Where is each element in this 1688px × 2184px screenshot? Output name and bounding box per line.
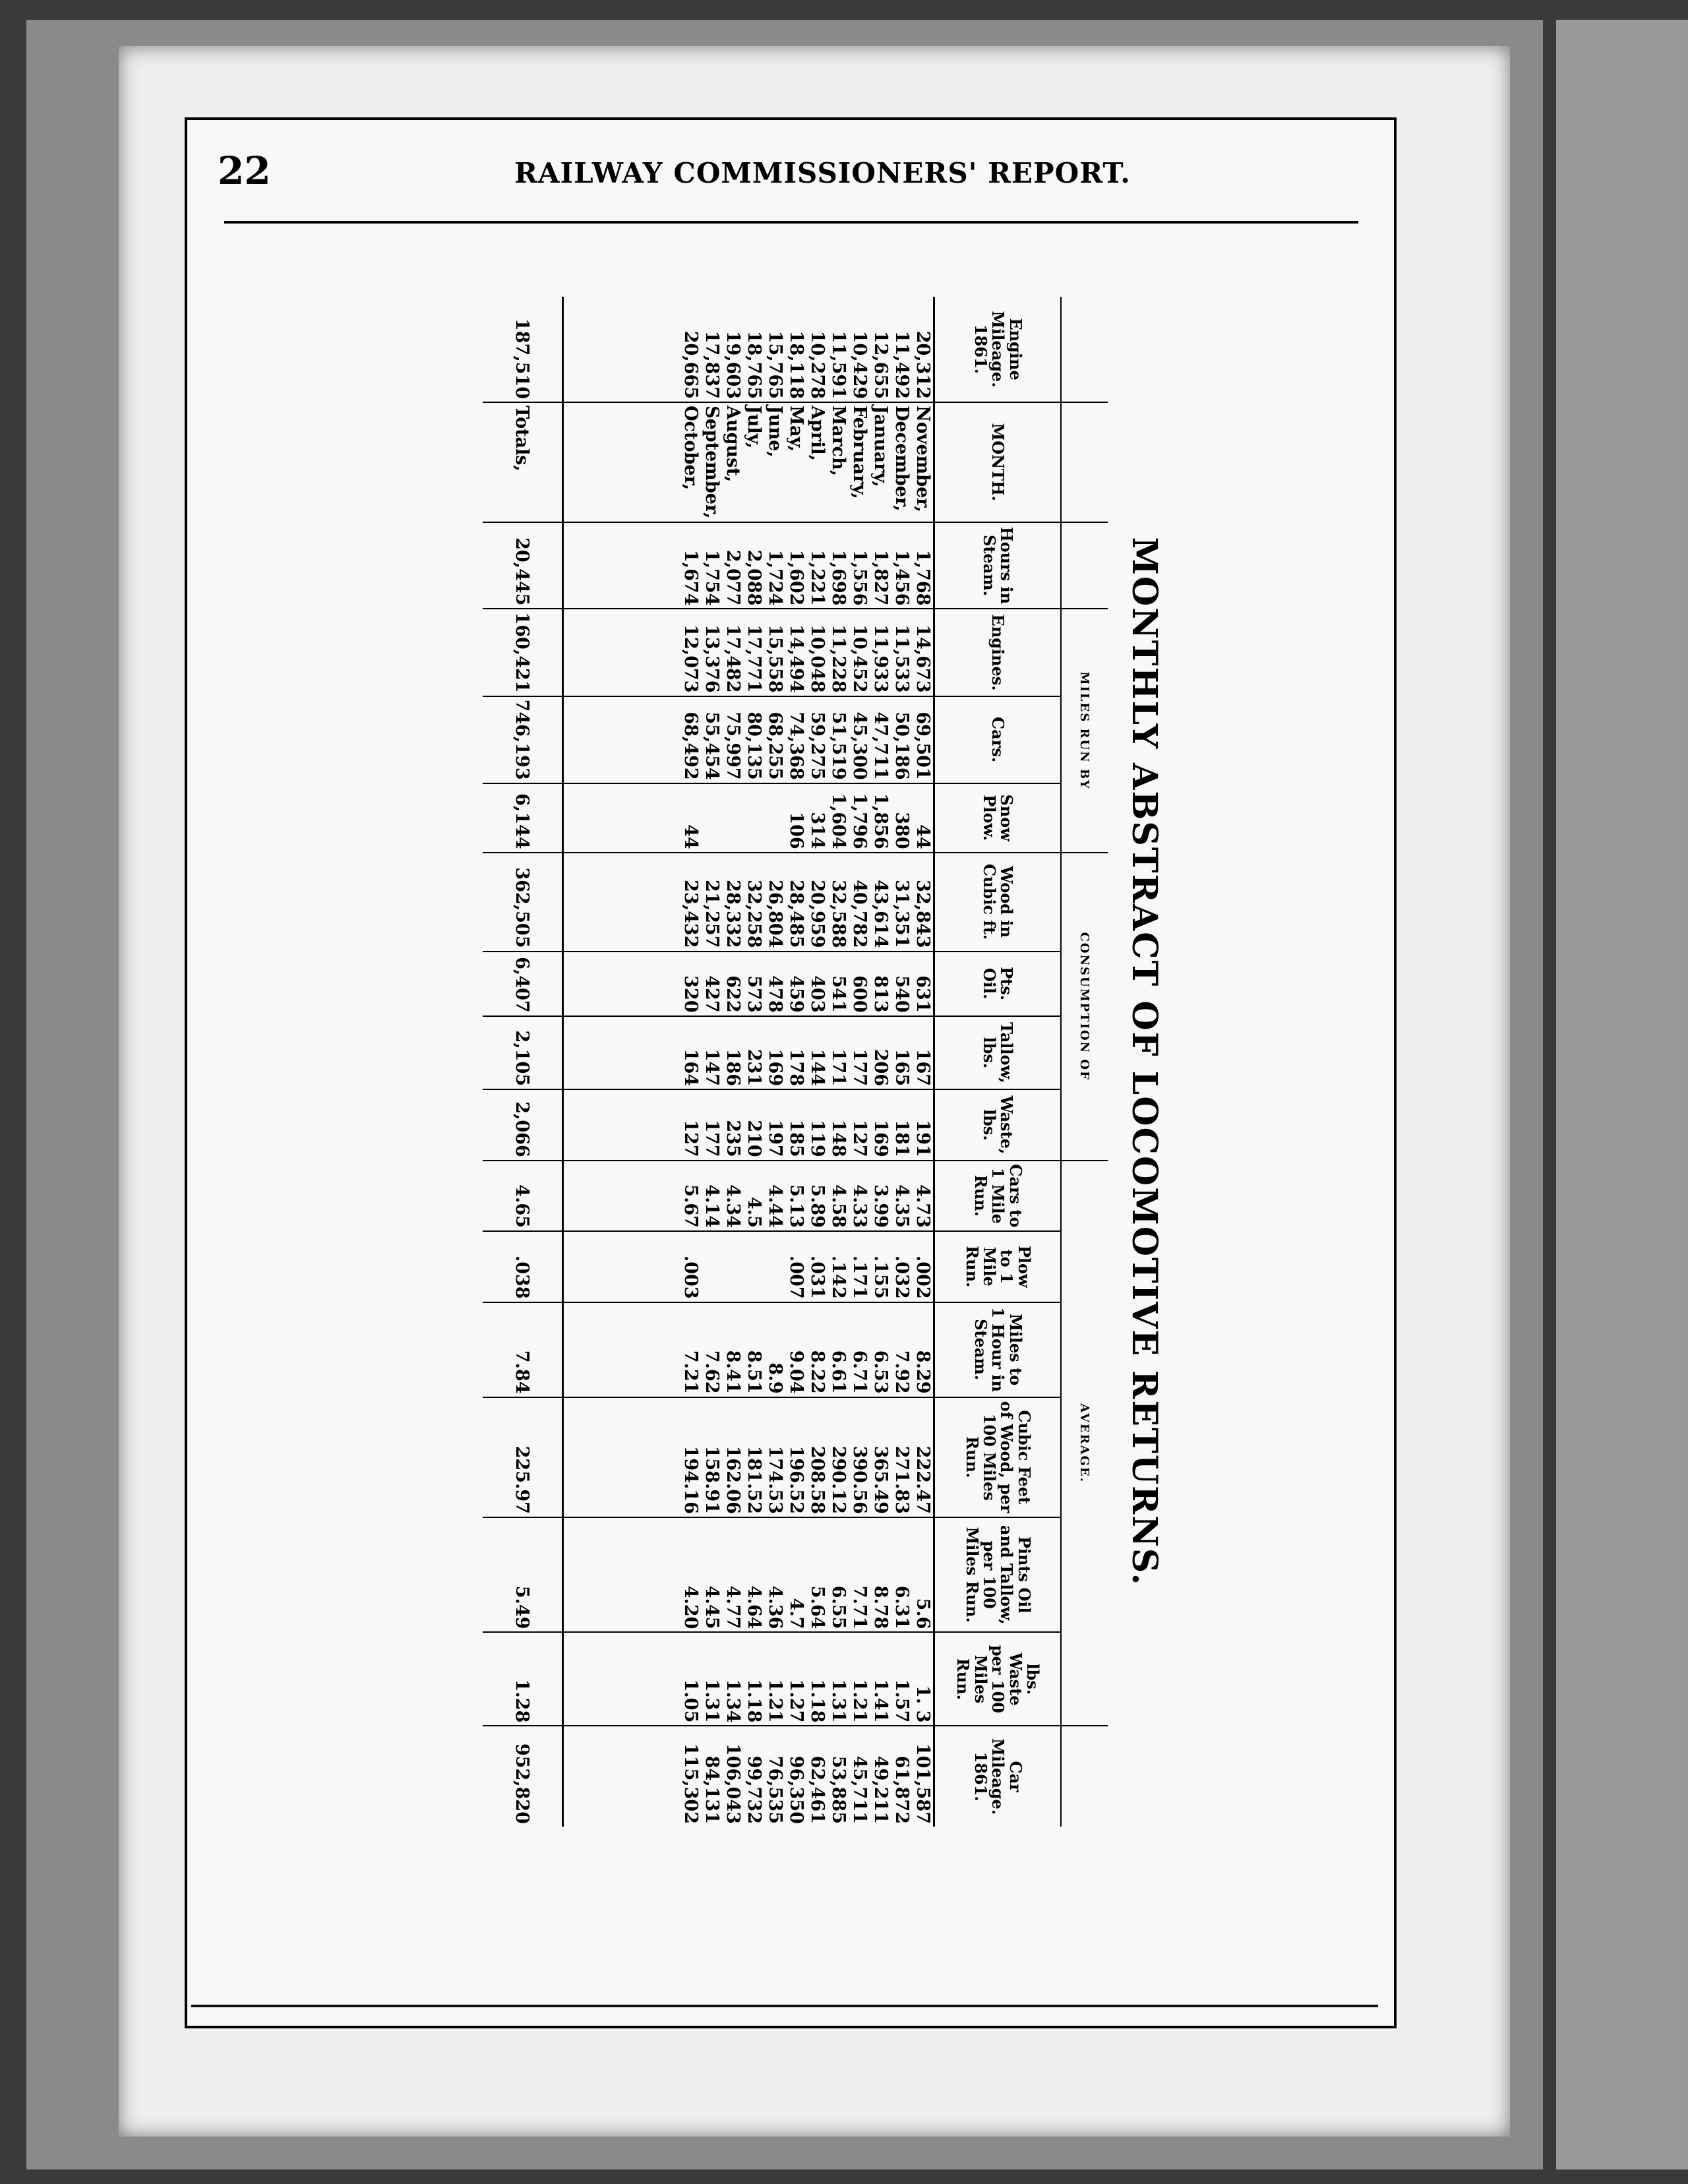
table-cell: 1.31 (702, 1679, 722, 1723)
table-cell: 1. 3 (913, 1685, 933, 1723)
table-cell: 177 (849, 1048, 870, 1087)
table-cell: 115,302 (680, 1743, 701, 1824)
total-cell: 746,193 (483, 696, 563, 783)
table-cell: July, (744, 406, 764, 449)
table-cell: 1.34 (723, 1679, 743, 1723)
table-cell: February, (849, 406, 870, 499)
table-cell: 5.64 (807, 1585, 828, 1629)
table-cell: 185 (786, 1120, 806, 1157)
table-cell: 162.06 (723, 1445, 743, 1514)
table-cell: 11,228 (828, 624, 849, 693)
total-cell: 2,066 (483, 1089, 563, 1161)
table-cell: 191 (913, 1120, 933, 1157)
table-cell: 186 (723, 1048, 743, 1087)
total-cell: 4.65 (483, 1161, 563, 1231)
table-cell: 1.05 (680, 1679, 701, 1723)
column-values (563, 609, 934, 696)
column-values (563, 402, 934, 522)
column-values (563, 1016, 934, 1089)
table-cell: 11,933 (870, 624, 891, 693)
table-cell: 18,765 (744, 330, 764, 400)
total-cell: 6,144 (483, 783, 563, 853)
table-cell: August, (723, 406, 743, 483)
table-cell: 1,724 (765, 549, 785, 606)
table-cell: 181.52 (744, 1445, 764, 1514)
table-cell: September, (702, 406, 722, 519)
column-values (563, 696, 934, 783)
table-cell: .142 (828, 1255, 849, 1299)
column-values (563, 297, 934, 402)
table-cell: 231 (744, 1048, 764, 1087)
table-cell: 181 (891, 1120, 912, 1157)
table-cell: 169 (870, 1120, 891, 1157)
table-cell: 1.18 (807, 1679, 828, 1723)
table-title: MONTHLY ABSTRACT OF LOCOMOTIVE RETURNS. (1124, 537, 1164, 1587)
table-cell: 1.21 (765, 1679, 785, 1723)
table-cell: 10,278 (807, 330, 828, 400)
table-cell: 600 (849, 975, 870, 1013)
column-header: Wood in Cubic ft. (934, 853, 1062, 952)
table-cell: 167 (913, 1048, 933, 1087)
table-cell: 11,591 (828, 330, 849, 400)
table-cell: 68,492 (680, 712, 701, 780)
table-cell: 197 (765, 1120, 785, 1157)
table-cell: 540 (891, 975, 912, 1013)
running-head: RAILWAY COMMISSIONERS' REPORT. (514, 157, 1131, 189)
table-cell: 144 (807, 1048, 828, 1087)
group-miles-run-by: MILES RUN BY (1061, 609, 1108, 852)
table-cell: 1,604 (828, 793, 849, 849)
table-cell: 478 (765, 975, 785, 1013)
table-cell: January, (870, 406, 891, 487)
column-header: Engines. (934, 609, 1062, 696)
table-cell: 174.53 (765, 1445, 785, 1514)
column-values (563, 1726, 934, 1827)
table-cell: 403 (807, 975, 828, 1013)
table-cell: 2,088 (744, 549, 764, 606)
table-cell: 1.41 (870, 1679, 891, 1723)
table-cell: 106,043 (723, 1743, 743, 1824)
table-cell: 119 (807, 1120, 828, 1157)
table-cell: .002 (913, 1255, 933, 1299)
group-blank (1061, 1726, 1108, 1827)
table-cell: 6.53 (870, 1350, 891, 1394)
table-cell: 1.27 (786, 1679, 806, 1723)
table-cell: 47,711 (870, 712, 891, 780)
table-cell: 32,843 (913, 880, 933, 948)
table-cell: 17,482 (723, 624, 743, 693)
table-cell: 1,827 (870, 549, 891, 606)
table-cell: 96,350 (786, 1755, 806, 1824)
table-cell: 127 (849, 1120, 870, 1157)
table-cell: November, (913, 406, 933, 512)
table-cell: 13,376 (702, 624, 722, 693)
table-cell (701, 1234, 722, 1299)
column-header: Pts. Oil. (934, 952, 1062, 1016)
table-cell: 23,432 (680, 880, 701, 948)
table-cell: 45,300 (849, 712, 870, 780)
table-cell: 171 (828, 1048, 849, 1087)
table-cell (722, 787, 743, 849)
total-cell: 20,445 (483, 522, 563, 609)
table-cell: 4.64 (744, 1585, 764, 1629)
table-cell: 17,837 (702, 330, 722, 400)
table-cell: .171 (849, 1255, 870, 1299)
total-cell: 2,105 (483, 1016, 563, 1089)
table-cell: 11,533 (891, 624, 912, 693)
table-cell: 21,257 (702, 880, 722, 948)
table-cell: 235 (723, 1120, 743, 1157)
table-cell: 44 (913, 824, 933, 849)
table-cell: 1,221 (807, 549, 828, 606)
table-cell (722, 1234, 743, 1299)
table-cell: 53,885 (828, 1755, 849, 1824)
table-cell: 10,048 (807, 624, 828, 693)
table-cell: 17,771 (744, 624, 764, 693)
column-values (563, 1517, 934, 1632)
table-cell: 28,332 (723, 880, 743, 948)
table-cell: 1,754 (702, 549, 722, 606)
monthly-rows (563, 297, 934, 1827)
total-cell: 160,421 (483, 609, 563, 696)
table-cell: 6.31 (891, 1585, 912, 1629)
table-cell: 19,603 (723, 330, 743, 400)
table-cell: 99,732 (744, 1755, 764, 1824)
column-header: Engine Mileage. 1861. (934, 297, 1062, 402)
column-values (563, 522, 934, 609)
table-cell: 8.9 (765, 1362, 785, 1394)
page-number: 22 (218, 148, 271, 193)
table-cell: .155 (870, 1255, 891, 1299)
table-cell: 210 (744, 1120, 764, 1157)
column-header: Plow to 1 Mile Run. (934, 1231, 1062, 1302)
table-cell: 18,118 (786, 330, 806, 400)
table-cell: 69,501 (913, 712, 933, 780)
column-header: Car Mileage. 1861. (934, 1726, 1062, 1827)
table-cell: 15,558 (765, 624, 785, 693)
column-header: Tallow, lbs. (934, 1016, 1062, 1089)
table-cell: 7.21 (680, 1350, 701, 1394)
table-cell: 4.44 (765, 1184, 785, 1228)
table-cell: 14,494 (786, 624, 806, 693)
table-cell: 62,461 (807, 1755, 828, 1824)
table-cell: 271.83 (891, 1445, 912, 1514)
table-cell: 31,351 (891, 880, 912, 948)
table-cell: 4.7 (786, 1598, 806, 1629)
totals-row (483, 297, 563, 1827)
table-cell: December, (891, 406, 912, 512)
table-cell: .007 (786, 1255, 806, 1299)
table-cell: 1,796 (849, 793, 870, 849)
table-cell: 5.67 (680, 1184, 701, 1228)
table-cell: .032 (891, 1255, 912, 1299)
table-cell: 8.51 (744, 1350, 764, 1394)
column-values (563, 1231, 934, 1302)
table-cell: 20,665 (680, 330, 701, 400)
table-cell: April, (807, 406, 828, 462)
total-cell: 6,407 (483, 952, 563, 1016)
table-cell: 28,485 (786, 880, 806, 948)
table-cell: 169 (765, 1048, 785, 1087)
table-cell: 20,312 (913, 330, 933, 400)
column-header: Miles to 1 Hour in Steam. (934, 1302, 1062, 1397)
table-cell: 7.71 (849, 1585, 870, 1629)
table-cell: 76,535 (765, 1755, 785, 1824)
table-cell: 4.36 (765, 1585, 785, 1629)
column-values (563, 853, 934, 952)
table-cell: 631 (913, 975, 933, 1013)
table-cell: 106 (786, 812, 806, 849)
column-header: Hours in Steam. (934, 522, 1062, 609)
table-cell: 314 (807, 812, 828, 849)
table-cell: 813 (870, 975, 891, 1013)
column-header: MONTH. (934, 402, 1062, 522)
table-cell: 196.52 (786, 1445, 806, 1514)
group-blank (1061, 522, 1108, 609)
table-cell: 4.58 (828, 1184, 849, 1228)
group-blank (1061, 402, 1108, 522)
table-cell: 55,454 (702, 712, 722, 780)
table-cell: 4.77 (723, 1585, 743, 1629)
table-cell: 43,614 (870, 880, 891, 948)
table-cell: 4.73 (913, 1184, 933, 1228)
table-cell: .031 (807, 1255, 828, 1299)
table-cell: 320 (680, 975, 701, 1013)
table-cell: 5.6 (913, 1598, 933, 1629)
adjacent-page-edge (1556, 20, 1688, 2169)
table-cell: 10,452 (849, 624, 870, 693)
group-blank (1061, 297, 1108, 402)
table-cell: 2,077 (723, 549, 743, 606)
table-cell: 68,255 (765, 712, 785, 780)
column-values (563, 1161, 934, 1231)
table-cell (701, 787, 722, 849)
column-values (563, 952, 934, 1016)
table-cell: 1,674 (680, 549, 701, 606)
table-cell: 4.35 (891, 1184, 912, 1228)
table-cell: 15,765 (765, 330, 785, 400)
table-cell: 365.49 (870, 1445, 891, 1514)
table-cell: 75,997 (723, 712, 743, 780)
table-cell: 148 (828, 1120, 849, 1157)
table-cell: 32,258 (744, 880, 764, 948)
column-header: Pints Oil and Tallow, per 100 Miles Run. (934, 1517, 1062, 1632)
table-cell: 1,768 (913, 549, 933, 606)
table-cell: 390.56 (849, 1445, 870, 1514)
table-cell: 380 (891, 812, 912, 849)
table-cell: 622 (723, 975, 743, 1013)
table-cell: 290.12 (828, 1445, 849, 1514)
table-cell: 11,492 (891, 330, 912, 400)
table-cell: 59,275 (807, 712, 828, 780)
table-cell (764, 1234, 785, 1299)
table-cell: 32,588 (828, 880, 849, 948)
table-cell: 44 (680, 824, 701, 849)
column-header: Cars. (934, 696, 1062, 783)
table-cell: 6.55 (828, 1585, 849, 1629)
table-cell: 1,556 (849, 549, 870, 606)
table-cell: 8.41 (723, 1350, 743, 1394)
table-cell: 427 (702, 975, 722, 1013)
rotated-table-container (198, 284, 1174, 1840)
table-cell: 50,186 (891, 712, 912, 780)
total-cell: 225.97 (483, 1397, 563, 1517)
column-header: Snow Plow. (934, 783, 1062, 853)
group-header-row (1061, 297, 1108, 1827)
table-cell: 1.57 (891, 1679, 912, 1723)
table-cell: 206 (870, 1048, 891, 1087)
table-cell: October, (680, 406, 701, 491)
column-values (563, 1632, 934, 1726)
table-cell: 164 (680, 1048, 701, 1087)
total-cell: .038 (483, 1231, 563, 1302)
total-cell: 1.28 (483, 1632, 563, 1726)
table-cell: 6.71 (849, 1350, 870, 1394)
table-cell: 40,782 (849, 880, 870, 948)
table-cell: 4.14 (702, 1184, 722, 1228)
table-cell: 4.5 (744, 1196, 764, 1228)
table-cell: 80,135 (744, 712, 764, 780)
table-cell: 165 (891, 1048, 912, 1087)
table-cell: 127 (680, 1120, 701, 1157)
table-cell: 4.34 (723, 1184, 743, 1228)
table-cell: 3.99 (870, 1184, 891, 1228)
table-cell (764, 787, 785, 849)
table-cell: 1.21 (849, 1679, 870, 1723)
group-consumption-of: CONSUMPTION OF (1061, 853, 1108, 1161)
table-cell: 573 (744, 975, 764, 1013)
table-cell: .003 (680, 1255, 701, 1299)
table-cell: 74,368 (786, 712, 806, 780)
table-cell: May, (786, 406, 806, 452)
table-cell: 5.89 (807, 1184, 828, 1228)
total-cell: 7.84 (483, 1302, 563, 1397)
table-cell: 51,519 (828, 712, 849, 780)
total-cell: 187,510 (483, 297, 563, 402)
table-cell: 12,073 (680, 624, 701, 693)
table-cell: 49,211 (870, 1755, 891, 1824)
total-cell: 5.49 (483, 1517, 563, 1632)
column-header: Cars to 1 Mile Run. (934, 1161, 1062, 1231)
table-cell: 4.45 (702, 1585, 722, 1629)
table-cell: 1.31 (828, 1679, 849, 1723)
table-cell: March, (828, 406, 849, 477)
table-cell: 101,587 (913, 1743, 933, 1824)
column-values (563, 1302, 934, 1397)
column-header: lbs. Waste per 100 Miles Run. (934, 1632, 1062, 1726)
column-header-row (934, 297, 1062, 1827)
table-cell (743, 787, 764, 849)
total-cell: Totals, (483, 402, 563, 522)
table-cell: 459 (786, 975, 806, 1013)
column-header: Waste, lbs. (934, 1089, 1062, 1161)
table-cell: 4.20 (680, 1585, 701, 1629)
table-cell: 1,856 (870, 793, 891, 849)
locomotive-returns-table (483, 297, 1108, 1827)
table-cell: 10,429 (849, 330, 870, 400)
table-cell: 20,959 (807, 880, 828, 948)
table-cell: 1,698 (828, 549, 849, 606)
table-cell: 4.33 (849, 1184, 870, 1228)
table-cell: 208.58 (807, 1445, 828, 1514)
table-cell: 7.92 (891, 1350, 912, 1394)
table-cell: 26,804 (765, 880, 785, 948)
group-average: AVERAGE. (1061, 1161, 1108, 1726)
table-cell: 8.22 (807, 1350, 828, 1394)
column-values (563, 783, 934, 853)
column-values (563, 1397, 934, 1517)
table-cell: 9.04 (786, 1350, 806, 1394)
table-cell: 45,711 (849, 1755, 870, 1824)
table-cell: 8.78 (870, 1585, 891, 1629)
table-cell: 222.47 (913, 1445, 933, 1514)
table-cell: 84,131 (702, 1755, 722, 1824)
table-cell: 7.62 (702, 1350, 722, 1394)
table-cell (743, 1234, 764, 1299)
column-header: Cubic Feet of Wood, per 100 Miles Run. (934, 1397, 1062, 1517)
table-cell: 12,655 (870, 330, 891, 400)
table-cell: 158.91 (702, 1445, 722, 1514)
header-rule (224, 221, 1358, 224)
table-cell: 541 (828, 975, 849, 1013)
table-cell: 178 (786, 1048, 806, 1087)
bottom-rule (191, 2005, 1378, 2007)
table-cell: 194.16 (680, 1445, 701, 1514)
table-cell: 61,872 (891, 1755, 912, 1824)
table-cell: 1,456 (891, 549, 912, 606)
table-cell: 177 (702, 1120, 722, 1157)
column-values (563, 1089, 934, 1161)
table-cell: 1,602 (786, 549, 806, 606)
table-cell: 147 (702, 1048, 722, 1087)
table-cell: 6.61 (828, 1350, 849, 1394)
table-cell: 1.18 (744, 1679, 764, 1723)
table-cell: 8.29 (913, 1350, 933, 1394)
table-cell: 14,673 (913, 624, 933, 693)
total-cell: 952,820 (483, 1726, 563, 1827)
table-cell: June, (765, 406, 785, 458)
total-cell: 362,505 (483, 853, 563, 952)
table-cell: 5.13 (786, 1184, 806, 1228)
